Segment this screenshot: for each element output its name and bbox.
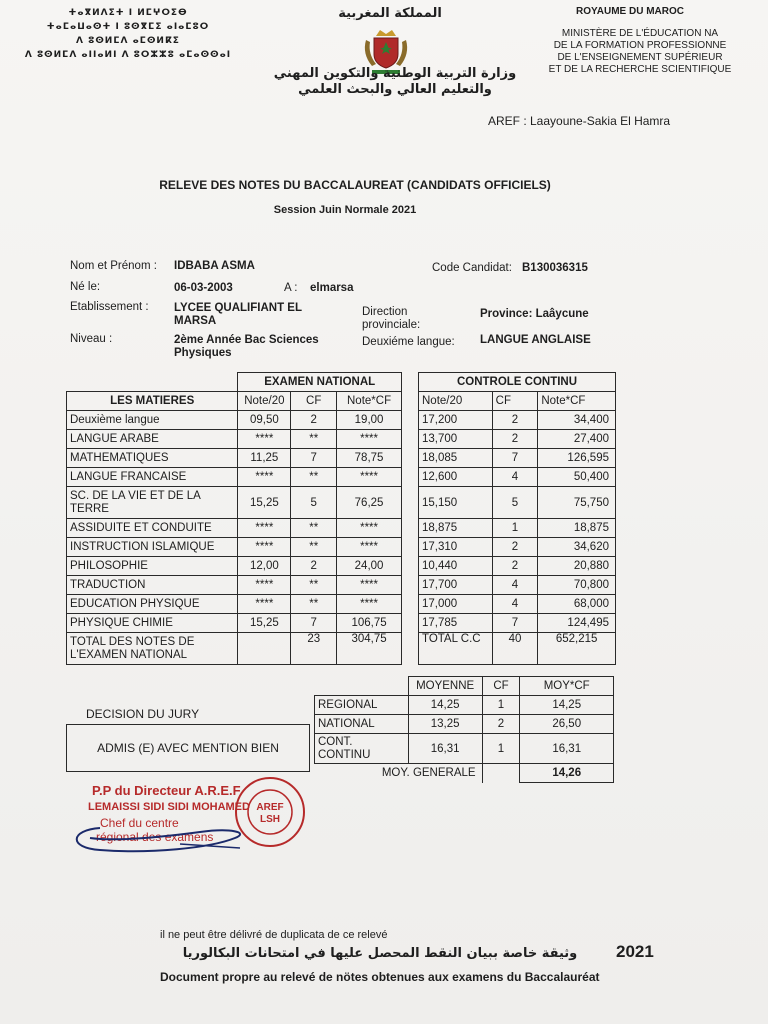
cc-cf: 4 [492,595,538,614]
national-cf: ** [291,468,337,487]
cc-note-cf: 126,595 [538,449,616,468]
national-exam-title: EXAMEN NATIONAL [238,373,402,392]
national-note: **** [238,519,291,538]
summary-label: CONT. CONTINU [315,734,409,764]
summary-moyenne: 16,31 [408,734,482,764]
cc-row [419,557,616,576]
cc-note: 17,700 [419,576,493,595]
grade-row [67,411,402,430]
continuous-assessment-table [418,372,616,665]
national-note: **** [238,430,291,449]
national-cf: 2 [291,557,337,576]
summary-table [314,676,614,783]
national-note: **** [238,576,291,595]
arabic-kingdom: المملكة المغربية [338,6,442,21]
summary-cf: 2 [482,715,520,734]
cc-note: 10,440 [419,557,493,576]
grade-row [67,468,402,487]
cc-row [419,576,616,595]
summary-label: NATIONAL [315,715,409,734]
national-note-cf: **** [337,519,402,538]
ministry-line: DE LA FORMATION PROFESSIONNE [553,40,727,51]
footer-year: 2021 [616,942,654,961]
cc-cf: 2 [492,557,538,576]
candidate-name: IDBABA ASMA [174,260,255,272]
subject-name: INSTRUCTION ISLAMIQUE [67,538,238,557]
birth-place: elmarsa [310,282,354,294]
national-cf: ** [291,595,337,614]
birth-date: 06-03-2003 [174,282,233,294]
level-value [174,334,319,360]
cc-cf: 2 [492,411,538,430]
national-note-cf: **** [337,430,402,449]
jury-decision: ADMIS (E) AVEC MENTION BIEN [97,741,279,755]
total-cc-value: 652,215 [538,633,616,665]
direction-label-line: Direction [362,306,408,318]
national-note: **** [238,595,291,614]
cc-note: 18,085 [419,449,493,468]
grade-row [67,576,402,595]
national-cf: ** [291,430,337,449]
cc-note: 12,600 [419,468,493,487]
moy-cf-header: MOY*CF [520,677,614,696]
svg-text:LSH: LSH [260,814,280,825]
total-national-cf: 23 [291,633,337,665]
national-cf: 7 [291,614,337,633]
national-cf: ** [291,576,337,595]
subject-name: TRADUCTION [67,576,238,595]
jury-title: DECISION DU JURY [86,707,200,721]
continuous-assessment-title: CONTROLE CONTINU [419,373,616,392]
kingdom-title: ROYAUME DU MAROC [576,6,684,17]
national-note: 12,00 [238,557,291,576]
note-cf-header: Note*CF [337,392,402,411]
duplicate-notice: il ne peut être délivré de duplicata de ce relevé [160,929,388,941]
grade-row [67,538,402,557]
summary-row [315,734,614,764]
handwritten-signature-icon [60,808,260,858]
level-label: Niveau : [70,333,113,345]
place-label: A : [284,282,298,294]
subject-name: PHILOSOPHIE [67,557,238,576]
moyenne-header: MOYENNE [408,677,482,696]
cc-note: 17,785 [419,614,493,633]
signature-role-line1: Chef du centre [100,816,179,830]
summary-moy-cf: 16,31 [520,734,614,764]
official-stamp-icon [232,774,308,850]
national-note-cf: **** [337,538,402,557]
subjects-header: LES MATIERES [67,392,238,411]
summary-moyenne: 14,25 [408,696,482,715]
second-language: LANGUE ANGLAISE [480,334,591,346]
grade-row [67,519,402,538]
subject-name: PHYSIQUE CHIMIE [67,614,238,633]
province: Province: Laâycune [480,308,589,320]
cc-row [419,614,616,633]
national-note: **** [238,538,291,557]
summary-moy-cf: 14,25 [520,696,614,715]
cc-row [419,519,616,538]
national-cf: ** [291,538,337,557]
national-note-cf: **** [337,595,402,614]
summary-moyenne: 13,25 [408,715,482,734]
arabic-ministry-line: وزارة التربية الوطنية والتكوين المهني [273,66,517,81]
ministry-line: MINISTÈRE DE L'ÉDUCATION NA [561,28,719,39]
summary-row [315,696,614,715]
cc-row [419,449,616,468]
cc-note: 17,000 [419,595,493,614]
cc-note-cf: 70,800 [538,576,616,595]
national-cf: 7 [291,449,337,468]
summary-cf: 1 [482,734,520,764]
code-label: Code Candidat: [432,262,512,274]
total-national-value: 304,75 [337,633,402,665]
national-note: 15,25 [238,614,291,633]
cc-row [419,430,616,449]
cc-note-cf: 18,875 [538,519,616,538]
cc-note-cf: 50,400 [538,468,616,487]
summary-cf: 1 [482,696,520,715]
cc-note-header: Note/20 [419,392,493,411]
cc-note-cf: 124,495 [538,614,616,633]
subject-name: LANGUE ARABE [67,430,238,449]
signature-title: P.P du Directeur A.R.E.F [92,783,241,798]
cc-row [419,595,616,614]
signatory-name: LEMAISSI SIDI SIDI MOHAMED [88,801,250,813]
cf-header: CF [291,392,337,411]
ministry-line: ET DE LA RECHERCHE SCIENTIFIQUE [548,64,732,75]
cc-row [419,538,616,557]
cc-cf: 2 [492,430,538,449]
cc-note-cf: 34,620 [538,538,616,557]
note-header: Note/20 [238,392,291,411]
national-note-cf: 76,25 [337,487,402,519]
subject-name: SC. DE LA VIE ET DE LA TERRE [67,487,238,519]
summary-row [315,715,614,734]
level-value-line: Physiques [174,347,232,359]
national-note: 15,25 [238,487,291,519]
cc-cf-header: CF [492,392,538,411]
national-note: **** [238,468,291,487]
school-name-line: LYCEE QUALIFIANT EL [174,302,302,314]
grade-row [67,614,402,633]
subject-name: EDUCATION PHYSIQUE [67,595,238,614]
footer-description: Document propre au relevé de nötes obtenues aux examens du Baccalauréat [160,970,600,984]
tifinagh-header [18,6,238,62]
subject-name: MATHEMATIQUES [67,449,238,468]
cc-note-cf: 75,750 [538,487,616,519]
tifinagh-line: ⴷ ⵓⵙⵍⵎⴷ ⴰⵏⵏⴰⵍⵏ ⴷ ⵓⵔⵣⵣⵓ ⴰⵎⴰⵙⵙⴰⵏ [24,50,232,60]
jury-decision-box [66,724,310,772]
document-title: RELEVE DES NOTES DU BACCALAUREAT (CANDIDATS OFFICIELS) [159,178,551,192]
tifinagh-line: ⵜⴰⵎⴰⵡⴰⵙⵜ ⵏ ⵓⵙⴳⵎⵉ ⴰⵏⴰⵎⵓⵔ [46,22,210,32]
direction-label [362,306,420,332]
national-note-cf: **** [337,468,402,487]
subject-name: Deuxième langue [67,411,238,430]
aref-label: AREF : Laayoune-Sakia El Hamra [488,114,671,128]
national-note-cf: 106,75 [337,614,402,633]
school-name [174,302,302,328]
cc-cf: 7 [492,614,538,633]
cc-cf: 4 [492,576,538,595]
total-cc-label: TOTAL C.C [419,633,493,665]
national-note: 11,25 [238,449,291,468]
general-average-value: 14,26 [520,764,614,783]
grade-row [67,430,402,449]
svg-text:AREF: AREF [256,802,284,813]
cc-cf: 5 [492,487,538,519]
cc-row [419,487,616,519]
cc-row [419,411,616,430]
ministry-line: DE L'ENSEIGNEMENT SUPÉRIEUR [557,52,723,63]
school-name-line: MARSA [174,315,217,327]
summary-cf-header: CF [482,677,520,696]
national-cf: ** [291,519,337,538]
cc-note: 13,700 [419,430,493,449]
national-note-cf: 78,75 [337,449,402,468]
national-cf: 5 [291,487,337,519]
cc-note-cf-header: Note*CF [538,392,616,411]
summary-moy-cf: 26,50 [520,715,614,734]
total-national-label: TOTAL DES NOTES DE L'EXAMEN NATIONAL [67,633,238,665]
national-note-cf: 24,00 [337,557,402,576]
candidate-code: B130036315 [522,262,588,274]
tifinagh-line: ⵜⴰⴳⵍⴷⵉⵜ ⵏ ⵍⵎⵖⵔⵉⴱ [68,8,188,18]
cc-note-cf: 34,400 [538,411,616,430]
direction-label-line: provinciale: [362,319,421,331]
cc-note: 18,875 [419,519,493,538]
grade-row [67,487,402,519]
national-note: 09,50 [238,411,291,430]
cc-cf: 7 [492,449,538,468]
session-label: Session Juin Normale 2021 [273,204,417,216]
arabic-ministry [270,66,520,98]
tifinagh-line: ⴷ ⵓⵙⵍⵎⴷ ⴰⵎⵙⵍⴽⵉ [76,36,180,46]
cc-note: 15,150 [419,487,493,519]
national-note-cf: **** [337,576,402,595]
name-label: Nom et Prénom : [70,260,157,272]
national-note-cf: 19,00 [337,411,402,430]
national-cf: 2 [291,411,337,430]
cc-cf: 4 [492,468,538,487]
national-exam-table [66,372,402,665]
grade-row [67,449,402,468]
cc-cf: 2 [492,538,538,557]
second-language-label: Deuxiéme langue: [362,336,455,348]
grade-row [67,595,402,614]
level-value-line: 2ème Année Bac Sciences [174,334,319,346]
general-average-label: MOY. GENERALE [315,764,483,783]
school-label: Etablissement : [70,301,149,313]
cc-row [419,468,616,487]
summary-label: REGIONAL [315,696,409,715]
cc-cf: 1 [492,519,538,538]
arabic-footer: وثيقة خاصة ببيان النقط المحصل عليها في امتحانات البكالوريا [182,946,578,961]
subject-name: ASSIDUITE ET CONDUITE [67,519,238,538]
cc-note: 17,200 [419,411,493,430]
cc-note-cf: 27,400 [538,430,616,449]
grade-row [67,557,402,576]
total-cc-cf: 40 [492,633,538,665]
signature-role-line2: régional des examens [96,830,214,844]
cc-note-cf: 68,000 [538,595,616,614]
arabic-ministry-line: والتعليم العالي والبحث العلمي [298,82,492,97]
ministry-header [520,6,760,76]
birth-label: Né le: [70,281,101,293]
cc-note: 17,310 [419,538,493,557]
subject-name: LANGUE FRANCAISE [67,468,238,487]
cc-note-cf: 20,880 [538,557,616,576]
